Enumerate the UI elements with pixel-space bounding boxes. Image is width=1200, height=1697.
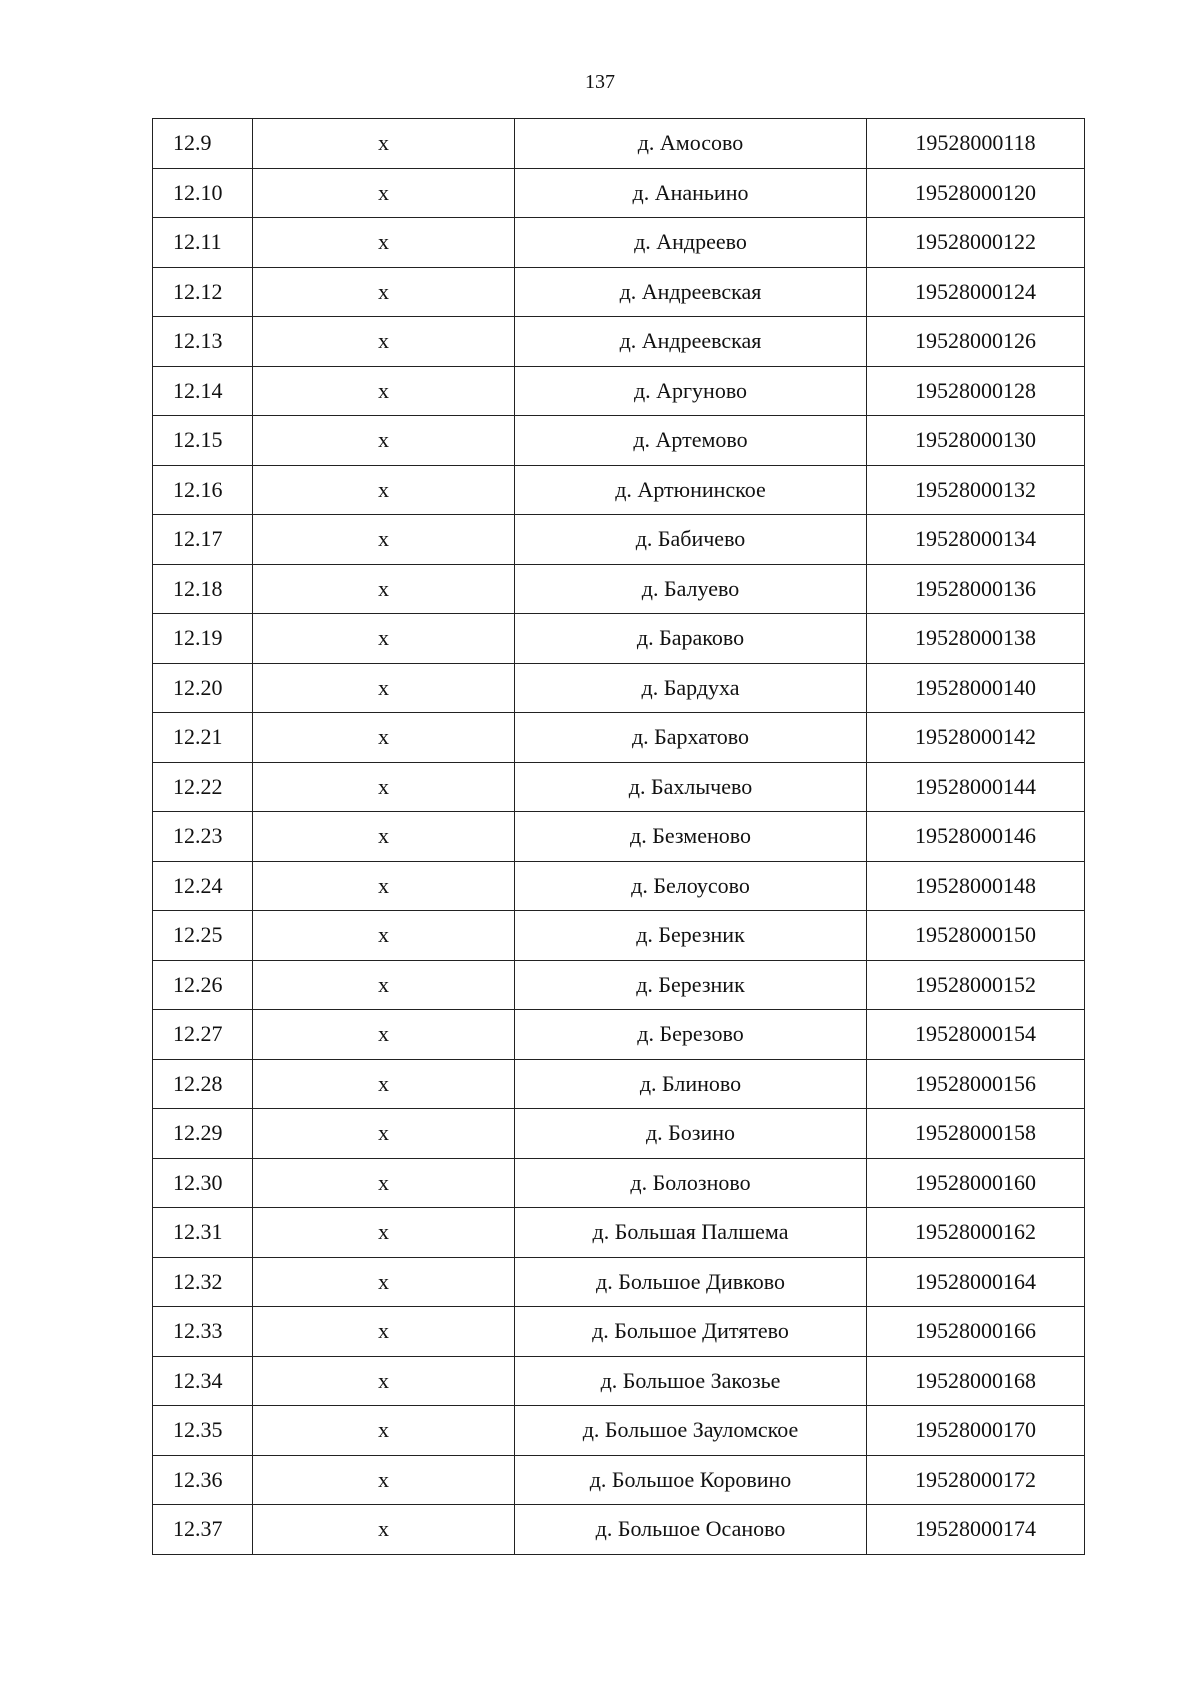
row-number-cell: 12.23 — [153, 812, 253, 862]
settlement-name-cell: д. Бараково — [515, 614, 867, 664]
table-row — [153, 1356, 1085, 1406]
settlement-table-body — [153, 119, 1085, 1555]
oktmo-code-cell: 19528000168 — [867, 1356, 1085, 1406]
table-row — [153, 762, 1085, 812]
table-row — [153, 1158, 1085, 1208]
table-row — [153, 1257, 1085, 1307]
row-number-cell: 12.25 — [153, 911, 253, 961]
table-row — [153, 564, 1085, 614]
row-number-cell: 12.30 — [153, 1158, 253, 1208]
row-number-cell: 12.19 — [153, 614, 253, 664]
oktmo-code-cell: 19528000124 — [867, 267, 1085, 317]
mark-cell: х — [253, 1208, 515, 1258]
mark-cell: х — [253, 1059, 515, 1109]
mark-cell: х — [253, 168, 515, 218]
table-row — [153, 416, 1085, 466]
oktmo-code-cell: 19528000126 — [867, 317, 1085, 367]
settlement-name-cell: д. Бахлычево — [515, 762, 867, 812]
settlement-name-cell: д. Балуево — [515, 564, 867, 614]
row-number-cell: 12.12 — [153, 267, 253, 317]
row-number-cell: 12.35 — [153, 1406, 253, 1456]
table-row — [153, 1307, 1085, 1357]
oktmo-code-cell: 19528000136 — [867, 564, 1085, 614]
mark-cell: х — [253, 317, 515, 367]
settlement-name-cell: д. Андреевская — [515, 317, 867, 367]
mark-cell: х — [253, 1010, 515, 1060]
mark-cell: х — [253, 119, 515, 169]
settlement-name-cell: д. Амосово — [515, 119, 867, 169]
settlement-name-cell: д. Бархатово — [515, 713, 867, 763]
mark-cell: х — [253, 911, 515, 961]
settlement-name-cell: д. Березник — [515, 960, 867, 1010]
oktmo-code-cell: 19528000128 — [867, 366, 1085, 416]
mark-cell: х — [253, 713, 515, 763]
mark-cell: х — [253, 416, 515, 466]
mark-cell: х — [253, 366, 515, 416]
mark-cell: х — [253, 564, 515, 614]
table-row — [153, 267, 1085, 317]
table-row — [153, 960, 1085, 1010]
table-row — [153, 1109, 1085, 1159]
page-number: 137 — [585, 71, 615, 93]
oktmo-code-cell: 19528000174 — [867, 1505, 1085, 1555]
table-row — [153, 1505, 1085, 1555]
table-row — [153, 1455, 1085, 1505]
table-row — [153, 861, 1085, 911]
row-number-cell: 12.33 — [153, 1307, 253, 1357]
table-row — [153, 515, 1085, 565]
oktmo-code-cell: 19528000172 — [867, 1455, 1085, 1505]
mark-cell: х — [253, 465, 515, 515]
settlement-name-cell: д. Белоусово — [515, 861, 867, 911]
table-row — [153, 317, 1085, 367]
settlement-name-cell: д. Болозново — [515, 1158, 867, 1208]
table-row — [153, 168, 1085, 218]
row-number-cell: 12.14 — [153, 366, 253, 416]
row-number-cell: 12.34 — [153, 1356, 253, 1406]
oktmo-code-cell: 19528000138 — [867, 614, 1085, 664]
settlement-name-cell: д. Аргуново — [515, 366, 867, 416]
row-number-cell: 12.32 — [153, 1257, 253, 1307]
oktmo-code-cell: 19528000142 — [867, 713, 1085, 763]
table-row — [153, 465, 1085, 515]
row-number-cell: 12.13 — [153, 317, 253, 367]
table-row — [153, 1010, 1085, 1060]
oktmo-code-cell: 19528000148 — [867, 861, 1085, 911]
mark-cell: х — [253, 1307, 515, 1357]
settlement-name-cell: д. Артюнинское — [515, 465, 867, 515]
table-row — [153, 119, 1085, 169]
oktmo-code-cell: 19528000130 — [867, 416, 1085, 466]
mark-cell: х — [253, 1109, 515, 1159]
mark-cell: х — [253, 515, 515, 565]
oktmo-code-cell: 19528000150 — [867, 911, 1085, 961]
oktmo-code-cell: 19528000134 — [867, 515, 1085, 565]
oktmo-code-cell: 19528000158 — [867, 1109, 1085, 1159]
settlement-name-cell: д. Артемово — [515, 416, 867, 466]
mark-cell: х — [253, 1158, 515, 1208]
oktmo-code-cell: 19528000154 — [867, 1010, 1085, 1060]
settlement-name-cell: д. Березово — [515, 1010, 867, 1060]
settlement-table — [152, 118, 1085, 1555]
row-number-cell: 12.22 — [153, 762, 253, 812]
mark-cell: х — [253, 614, 515, 664]
row-number-cell: 12.9 — [153, 119, 253, 169]
oktmo-code-cell: 19528000156 — [867, 1059, 1085, 1109]
table-row — [153, 1059, 1085, 1109]
oktmo-code-cell: 19528000164 — [867, 1257, 1085, 1307]
settlement-name-cell: д. Бабичево — [515, 515, 867, 565]
settlement-name-cell: д. Андреево — [515, 218, 867, 268]
settlement-name-cell: д. Блиново — [515, 1059, 867, 1109]
table-row — [153, 663, 1085, 713]
oktmo-code-cell: 19528000160 — [867, 1158, 1085, 1208]
settlement-name-cell: д. Большое Коровино — [515, 1455, 867, 1505]
row-number-cell: 12.37 — [153, 1505, 253, 1555]
settlement-name-cell: д. Большое Закозье — [515, 1356, 867, 1406]
row-number-cell: 12.18 — [153, 564, 253, 614]
mark-cell: х — [253, 267, 515, 317]
row-number-cell: 12.21 — [153, 713, 253, 763]
oktmo-code-cell: 19528000146 — [867, 812, 1085, 862]
mark-cell: х — [253, 663, 515, 713]
oktmo-code-cell: 19528000144 — [867, 762, 1085, 812]
oktmo-code-cell: 19528000132 — [867, 465, 1085, 515]
oktmo-code-cell: 19528000170 — [867, 1406, 1085, 1456]
settlement-name-cell: д. Большое Осаново — [515, 1505, 867, 1555]
table-row — [153, 1406, 1085, 1456]
mark-cell: х — [253, 812, 515, 862]
row-number-cell: 12.16 — [153, 465, 253, 515]
row-number-cell: 12.17 — [153, 515, 253, 565]
row-number-cell: 12.28 — [153, 1059, 253, 1109]
oktmo-code-cell: 19528000120 — [867, 168, 1085, 218]
table-row — [153, 614, 1085, 664]
settlement-name-cell: д. Большое Зауломское — [515, 1406, 867, 1456]
settlement-name-cell: д. Андреевская — [515, 267, 867, 317]
row-number-cell: 12.29 — [153, 1109, 253, 1159]
table-row — [153, 713, 1085, 763]
mark-cell: х — [253, 1406, 515, 1456]
row-number-cell: 12.36 — [153, 1455, 253, 1505]
oktmo-code-cell: 19528000166 — [867, 1307, 1085, 1357]
settlement-name-cell: д. Большая Палшема — [515, 1208, 867, 1258]
table-row — [153, 812, 1085, 862]
mark-cell: х — [253, 218, 515, 268]
row-number-cell: 12.20 — [153, 663, 253, 713]
mark-cell: х — [253, 1257, 515, 1307]
oktmo-code-cell: 19528000140 — [867, 663, 1085, 713]
row-number-cell: 12.26 — [153, 960, 253, 1010]
table-row — [153, 1208, 1085, 1258]
settlement-name-cell: д. Бозино — [515, 1109, 867, 1159]
mark-cell: х — [253, 1356, 515, 1406]
table-row — [153, 366, 1085, 416]
oktmo-code-cell: 19528000118 — [867, 119, 1085, 169]
row-number-cell: 12.10 — [153, 168, 253, 218]
settlement-name-cell: д. Большое Дитятево — [515, 1307, 867, 1357]
mark-cell: х — [253, 1455, 515, 1505]
oktmo-code-cell: 19528000122 — [867, 218, 1085, 268]
settlement-name-cell: д. Бардуха — [515, 663, 867, 713]
mark-cell: х — [253, 762, 515, 812]
row-number-cell: 12.27 — [153, 1010, 253, 1060]
table-row — [153, 911, 1085, 961]
row-number-cell: 12.31 — [153, 1208, 253, 1258]
mark-cell: х — [253, 861, 515, 911]
settlement-name-cell: д. Безменово — [515, 812, 867, 862]
row-number-cell: 12.15 — [153, 416, 253, 466]
settlement-name-cell: д. Большое Дивково — [515, 1257, 867, 1307]
table-row — [153, 218, 1085, 268]
row-number-cell: 12.11 — [153, 218, 253, 268]
oktmo-code-cell: 19528000162 — [867, 1208, 1085, 1258]
mark-cell: х — [253, 960, 515, 1010]
settlement-name-cell: д. Березник — [515, 911, 867, 961]
row-number-cell: 12.24 — [153, 861, 253, 911]
settlement-name-cell: д. Ананьино — [515, 168, 867, 218]
mark-cell: х — [253, 1505, 515, 1555]
oktmo-code-cell: 19528000152 — [867, 960, 1085, 1010]
